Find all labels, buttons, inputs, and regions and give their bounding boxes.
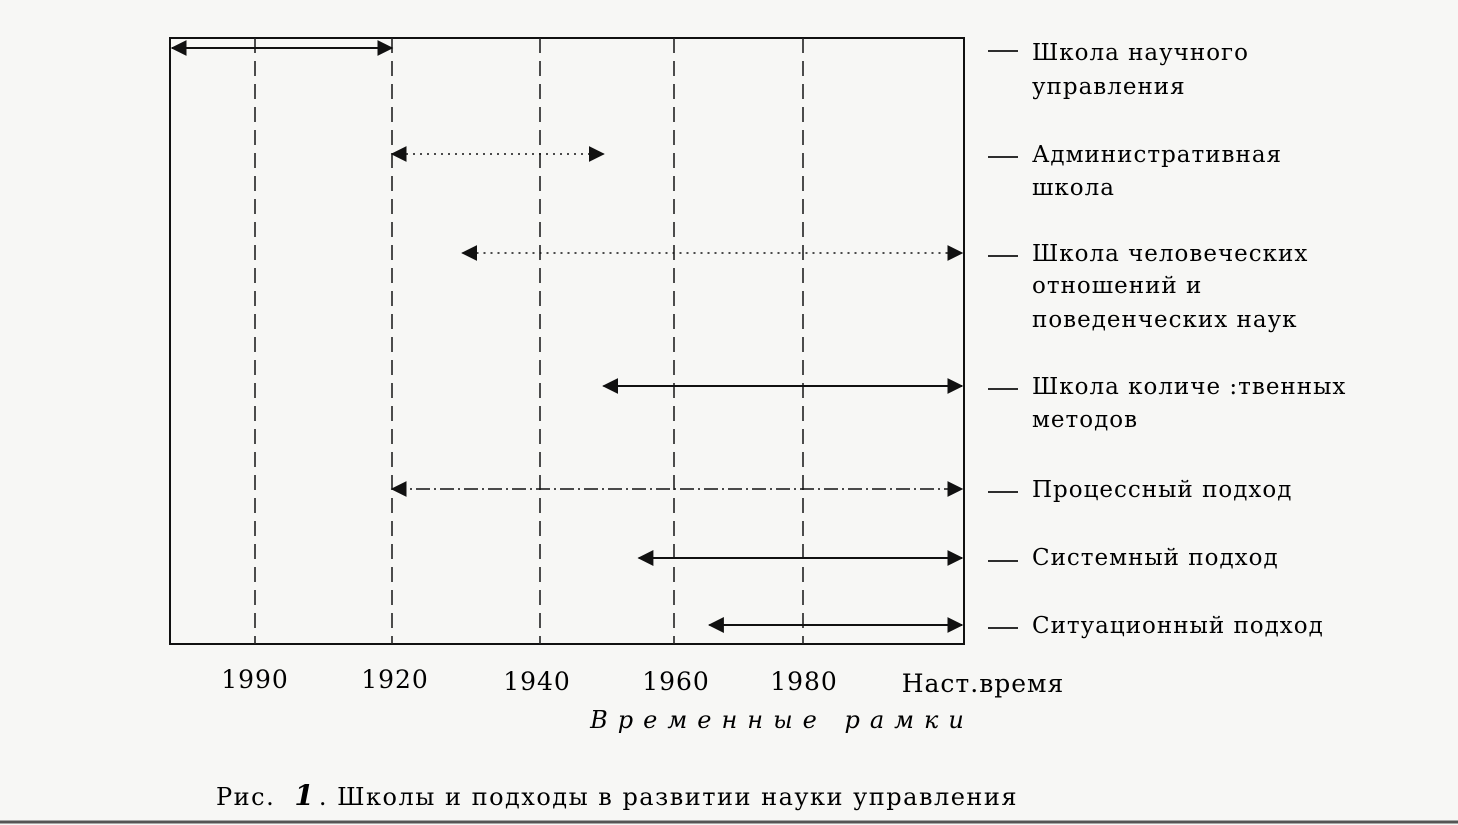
row-label: Административная	[1032, 142, 1283, 168]
row-label: методов	[1032, 407, 1139, 433]
gridlines	[255, 38, 803, 644]
row-label: Процессный подход	[1032, 477, 1293, 503]
row-label: Системный подход	[1032, 545, 1279, 571]
row-label: управления	[1032, 74, 1186, 100]
row-label: отношений и	[1032, 273, 1203, 299]
caption-text: . Школы и подходы в развитии науки управления	[318, 783, 1019, 811]
row-label: Школа научного	[1032, 40, 1249, 66]
tick-label: 1920	[361, 665, 429, 694]
tick-label: 1960	[642, 667, 710, 696]
tick-label: 1990	[221, 665, 289, 694]
row-label: Ситуационный подход	[1032, 613, 1324, 639]
row-label: Школа человеческих	[1032, 241, 1309, 267]
tick-label: 1940	[503, 667, 571, 696]
row-label: Школа количе :твенных	[1032, 374, 1347, 400]
caption-prefix: Рис.	[216, 783, 276, 811]
x-axis-title: Временные рамки	[590, 706, 974, 734]
caption-number: 1	[294, 779, 314, 812]
plot-frame	[170, 38, 964, 644]
row-labels	[988, 40, 1346, 639]
svg-text:Рис. 1 . Школы и п	[216, 779, 1018, 812]
figure-caption	[216, 779, 1018, 812]
x-axis-ticks	[221, 665, 1064, 698]
tick-label: Наст.время	[901, 669, 1065, 698]
row-label: школа	[1032, 175, 1115, 201]
row-label: поведенческих наук	[1032, 307, 1298, 333]
tick-label: 1980	[770, 667, 838, 696]
timeline-bars	[172, 48, 962, 625]
